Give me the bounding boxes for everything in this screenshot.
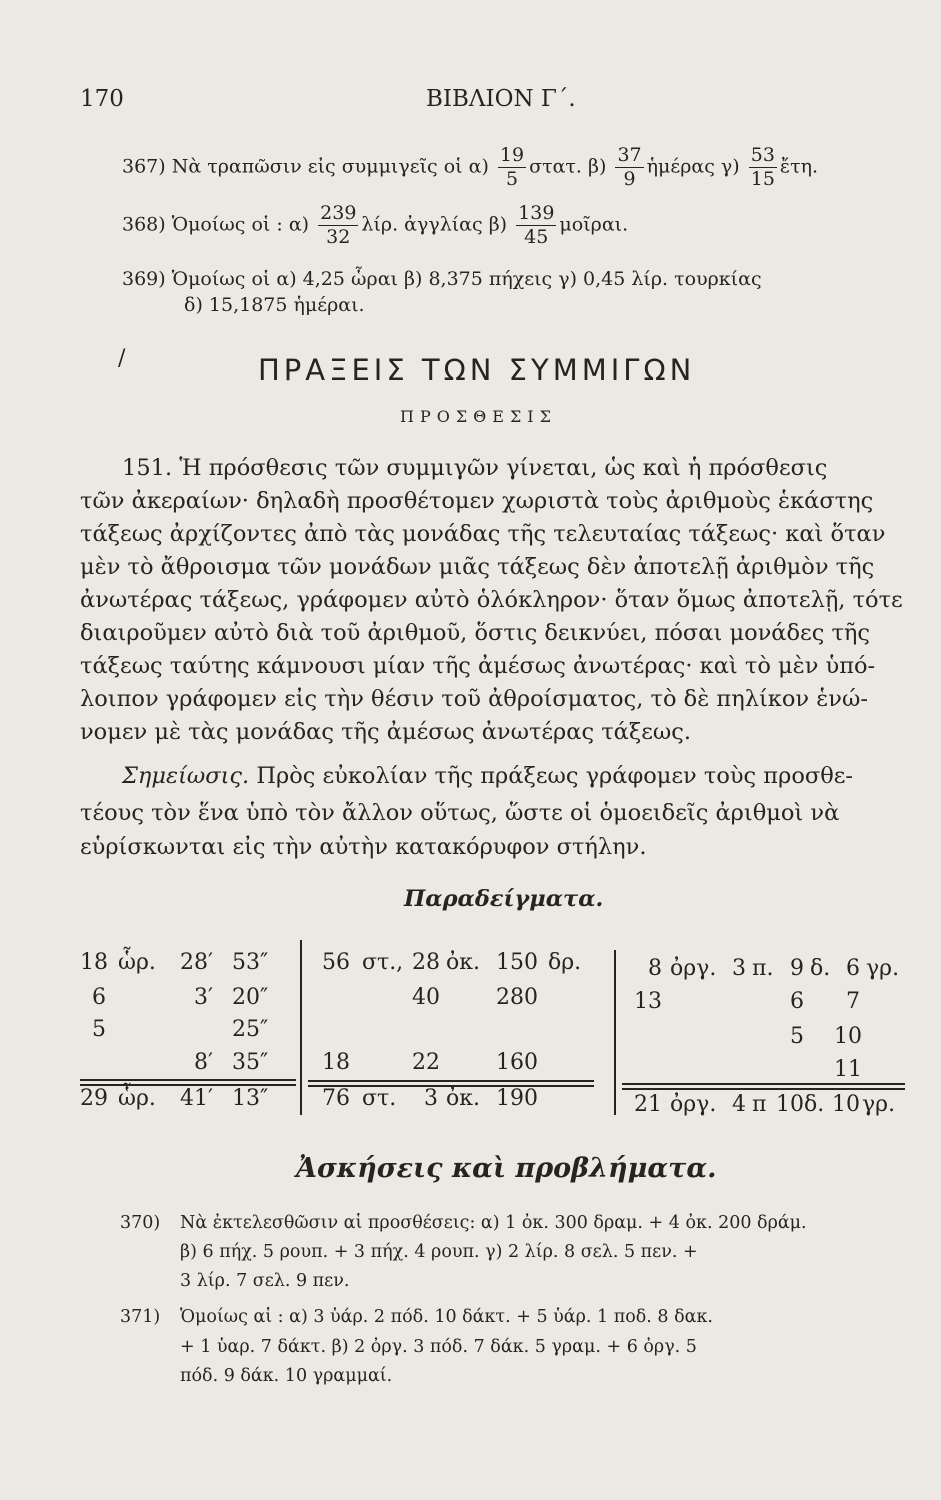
exercise-number: 371): [120, 1307, 161, 1327]
numerator: 53: [750, 144, 775, 166]
paragraph-line: τάξεως ταύτης κάμνουσι μίαν τῆς ἀμέσως ἀνωτέρας· καὶ τὸ μὲν ὑπό-: [80, 653, 876, 679]
ex3-r3-dakt: 5: [790, 1024, 804, 1049]
exercises-title: Ἀσκήσεις καὶ προβλήματα.: [296, 1153, 717, 1184]
ex2-total-oka: 3: [424, 1086, 438, 1111]
ex2-total-dram: 190: [496, 1086, 538, 1111]
running-title: ΒΙΒΛΙΟΝ Γ΄.: [426, 86, 576, 112]
answer-text: Ὁμοίως οἱ α) 4,25 ὧραι β) 8,375 πήχεις γ) 0,45 λίρ. τουρκίας: [171, 268, 762, 290]
ex3-r1-dakt-unit: δ.: [810, 956, 831, 981]
note-line: [122, 763, 853, 789]
ex2-total-oka-unit: ὀκ.: [446, 1086, 480, 1111]
answer-text: στατ. β): [529, 155, 607, 178]
ex3-r2-gram: 7: [846, 989, 860, 1014]
answer-number: 367): [122, 155, 166, 178]
ex1-r3-seconds: 25″: [232, 1017, 269, 1042]
answer-369: [122, 268, 762, 290]
ex1-r4-seconds: 35″: [232, 1050, 269, 1075]
ex2-r1-stat-unit: στ.,: [362, 950, 404, 975]
numerator: 139: [518, 202, 555, 224]
ex3-r4-gram: 11: [834, 1057, 862, 1082]
sum-rule: [622, 1083, 905, 1085]
sum-rule: [80, 1079, 296, 1081]
page-number: 170: [80, 86, 124, 112]
exercise-line: πόδ. 9 δάκ. 10 γραμμαί.: [180, 1366, 393, 1386]
ex2-total-stat-unit: στ.: [362, 1086, 397, 1111]
ex3-total-dakt: 10: [776, 1092, 804, 1117]
denominator: 15: [750, 168, 775, 190]
exercise-line: 3 λίρ. 7 σελ. 9 πεν.: [180, 1271, 350, 1291]
ex1-r3-hours: 5: [92, 1017, 106, 1042]
ex2-r2-dram: 280: [496, 985, 538, 1010]
fraction: [318, 204, 358, 247]
ex2-r2-oka: 40: [412, 985, 440, 1010]
paragraph-line: διαιροῦμεν αὐτὸ διὰ τοῦ ἀριθμοῦ, ὅστις δεικνύει, πόσαι μονάδες τῆς: [80, 620, 870, 646]
ex3-r1-gram: 6: [846, 956, 860, 981]
ex3-r2-dakt: 6: [790, 989, 804, 1014]
answer-number: 368): [122, 213, 166, 236]
fraction: [498, 146, 526, 189]
exercise-line: β) 6 πήχ. 5 ρουπ. + 3 πήχ. 4 ρουπ. γ) 2 λίρ. 8 σελ. 5 πεν. +: [180, 1242, 698, 1262]
section-subtitle: ΠΡΟΣΘΕΣΙΣ: [400, 407, 557, 426]
denominator: 9: [623, 168, 636, 190]
answer-text: μοῖραι.: [559, 213, 629, 236]
ex3-total-org: 21: [634, 1092, 662, 1117]
column-divider: [614, 950, 616, 1115]
answer-text: Νὰ τραπῶσιν εἰς συμμιγεῖς οἱ α): [171, 155, 489, 178]
ex1-total-hours: 29: [80, 1086, 108, 1111]
ex3-r1-gram-unit: γρ.: [866, 956, 900, 981]
margin-mark: /: [118, 346, 126, 371]
answer-369-line2: δ) 15,1875 ἡμέραι.: [184, 294, 365, 316]
answer-number: 369): [122, 268, 166, 290]
answer-367: [122, 146, 818, 189]
ex3-total-gram: 10: [832, 1092, 860, 1117]
ex3-r3-gram: 10: [834, 1024, 862, 1049]
paragraph-line: 151. Ἡ πρόσθεσις τῶν συμμιγῶν γίνεται, ὡς καὶ ἡ πρόσθεσις: [122, 455, 828, 481]
paragraph-line: ἀνωτέρας τάξεως, γράφομεν αὐτὸ ὁλόκληρον· ὅταν ὅμως ἀποτελῇ, τότε: [80, 587, 903, 613]
ex2-r4-stat: 18: [322, 1050, 350, 1075]
paragraph-line: τῶν ἀκεραίων· δηλαδὴ προσθέτομεν χωριστὰ τοὺς ἀριθμοὺς ἑκάστης: [80, 488, 874, 514]
ex1-total-minutes: 41′: [180, 1086, 213, 1111]
answer-368: [122, 204, 628, 247]
fraction: [615, 146, 643, 189]
ex3-r1-org: 8: [648, 956, 662, 981]
exercise-line: Ὁμοίως αἱ : α) 3 ὑάρ. 2 πόδ. 10 δάκτ. + 5 ὑάρ. 1 ποδ. 8 δακ.: [180, 1307, 713, 1327]
ex2-r4-dram: 160: [496, 1050, 538, 1075]
ex3-total-gram-unit: γρ.: [862, 1092, 896, 1117]
ex3-r1-pod: 3: [732, 956, 746, 981]
ex3-r1-dakt: 9: [790, 956, 804, 981]
numerator: 239: [320, 202, 357, 224]
ex1-r2-hours: 6: [92, 985, 106, 1010]
ex1-r1-seconds: 53″: [232, 950, 269, 975]
ex2-r4-oka: 22: [412, 1050, 440, 1075]
ex3-total-dakt-unit: δ.: [804, 1092, 825, 1117]
fraction: [749, 146, 777, 189]
numerator: 37: [617, 144, 642, 166]
answer-text: ἡμέρας γ): [646, 155, 740, 178]
section-title: ΠΡΑΞΕΙΣ ΤΩΝ ΣΥΜΜΙΓΩΝ: [258, 353, 696, 387]
examples-title: Παραδείγματα.: [404, 886, 604, 912]
fraction: [516, 204, 556, 247]
ex2-total-stat: 76: [322, 1086, 350, 1111]
exercise-number: 370): [120, 1213, 161, 1233]
sum-rule: [308, 1080, 594, 1082]
note-text: Πρὸς εὐκολίαν τῆς πράξεως γράφομεν τοὺς προσθε-: [256, 763, 854, 789]
denominator: 5: [505, 168, 519, 190]
paragraph-line: νομεν μὲ τὰς μονάδας τῆς ἀμέσως ἀνωτέρας τάξεως.: [80, 719, 692, 745]
ex1-r2-seconds: 20″: [232, 985, 269, 1010]
note-line: τέους τὸν ἕνα ὑπὸ τὸν ἄλλον οὕτως, ὥστε οἱ ὁμοειδεῖς ἀριθμοὶ νὰ: [80, 800, 840, 826]
column-divider: [300, 940, 302, 1115]
ex1-r4-minutes: 8′: [194, 1050, 213, 1075]
ex2-r1-oka: 28: [412, 950, 440, 975]
ex1-r1-unit: ὧρ.: [118, 950, 156, 975]
answer-text: ἔτη.: [779, 155, 819, 178]
answer-text: λίρ. ἀγγλίας β): [361, 213, 508, 236]
ex3-r1-org-unit: ὀργ.: [670, 956, 717, 981]
exercise-line: + 1 ὑαρ. 7 δάκτ. β) 2 ὀργ. 3 πόδ. 7 δάκ. 5 γραμ. + 6 ὀργ. 5: [180, 1337, 697, 1357]
answer-text: Ὁμοίως οἱ : α): [171, 213, 310, 236]
ex1-r2-minutes: 3′: [194, 985, 213, 1010]
ex3-r1-pod-unit: π.: [752, 956, 774, 981]
ex3-total-pod: 4: [732, 1092, 746, 1117]
sum-rule: [622, 1088, 905, 1090]
paragraph-line: μὲν τὸ ἄθροισμα τῶν μονάδων μιᾶς τάξεως δὲν ἀποτελῇ ἀριθμὸν τῆς: [80, 554, 875, 580]
note-label: Σημείωσις.: [122, 763, 250, 789]
ex2-r1-dram: 150: [496, 950, 538, 975]
numerator: 19: [499, 144, 525, 166]
ex2-r1-dram-unit: δρ.: [548, 950, 582, 975]
ex3-total-org-unit: ὀργ.: [670, 1092, 717, 1117]
ex1-r1-minutes: 28′: [180, 950, 213, 975]
note-line: εὑρίσκωνται εἰς τὴν αὐτὴν κατακόρυφον στήλην.: [80, 834, 647, 860]
ex2-r1-oka-unit: ὀκ.: [446, 950, 480, 975]
denominator: 32: [326, 226, 351, 248]
paragraph-line: λοιπον γράφομεν εἰς τὴν θέσιν τοῦ ἀθροίσματος, τὸ δὲ πηλίκον ἑνώ-: [80, 686, 868, 712]
ex1-r1-hours: 18: [80, 950, 108, 975]
ex2-r1-stat: 56: [322, 950, 350, 975]
ex1-total-unit: ὧρ.: [118, 1086, 156, 1111]
ex3-r2-org: 13: [634, 989, 662, 1014]
exercise-line: Νὰ ἐκτελεσθῶσιν αἱ προσθέσεις: α) 1 ὀκ. 300 δραμ. + 4 ὀκ. 200 δράμ.: [180, 1213, 807, 1233]
ex3-total-pod-unit: π: [752, 1092, 767, 1117]
denominator: 45: [524, 226, 549, 248]
paragraph-line: τάξεως ἀρχίζοντες ἀπὸ τὰς μονάδας τῆς τελευταίας τάξεως· καὶ ὅταν: [80, 521, 886, 547]
ex1-total-seconds: 13″: [232, 1086, 269, 1111]
